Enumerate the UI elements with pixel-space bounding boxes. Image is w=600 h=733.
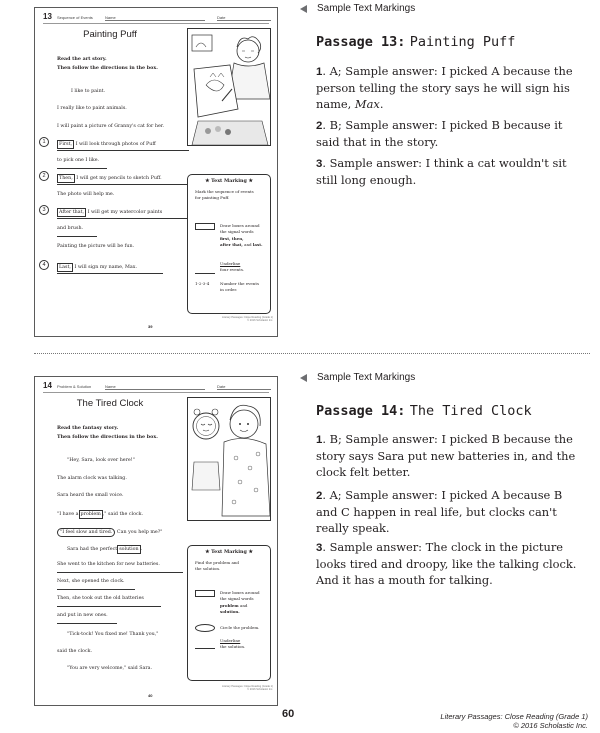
text-marking-box [187, 545, 271, 681]
story-line: "Hey, Sara, look over here!" [67, 458, 135, 463]
story-line: The photo will help me. [57, 192, 115, 197]
section-divider [34, 353, 590, 354]
underline-symbol [195, 648, 215, 649]
event-underline [57, 168, 107, 169]
answer-item: 2. A; Sample answer: I picked A because B and C happen in real life, but clocks can't really speak. [316, 488, 563, 535]
passage-title: Passage 14: The Tired Clock [316, 403, 532, 419]
passage-14-thumbnail [34, 376, 278, 706]
story-line: After that, I will get my watercolor paints [59, 210, 163, 215]
sequence-number-circle: 1 [39, 137, 49, 147]
story-line: I like to paint. [71, 89, 106, 94]
story-line: Sara heard the small voice. [57, 493, 124, 498]
story-line: Next, she opened the clock. [57, 579, 125, 584]
solution-underline [57, 606, 161, 607]
story-line: and brush. [57, 226, 84, 231]
box-symbol [195, 223, 215, 230]
worksheet-title: The Tired Clock [76, 398, 144, 409]
event-underline [57, 236, 97, 237]
underline-symbol [195, 273, 215, 274]
header-rule [43, 392, 269, 393]
event-underline [57, 150, 189, 151]
event-underline [57, 273, 163, 274]
answer-item: 2. B; Sample answer: I picked B because it said that in the story. [316, 118, 563, 149]
worksheet-number: 14 [43, 381, 52, 390]
story-line: said the clock. [57, 649, 93, 654]
story-line: "I feel slow and tired. Can you help me?" [57, 528, 163, 537]
worksheet-directions: Read the fantasy story. Then follow the directions in the box. [57, 425, 158, 440]
circle-symbol [195, 624, 215, 632]
marking-step: Draw boxes around the signal words first, then, after that, and last. [220, 223, 263, 248]
star-icon: ★ [246, 178, 253, 184]
pointer-triangle-icon [300, 374, 307, 382]
thumbnail-credit: Literary Passages: Close Reading (Grade 1) © 2016 Scholastic Inc. [221, 685, 273, 692]
event-underline [57, 218, 191, 219]
signal-word-box: After that, [59, 210, 85, 215]
solution-underline [57, 623, 117, 624]
thumbnail-credit: Literary Passages: Close Reading (Grade 1) © 2016 Scholastic Inc. [221, 316, 273, 323]
marking-instructions: Find the problem and the solution. [195, 560, 239, 572]
signal-word-box: solution [119, 547, 139, 552]
pointer-triangle-icon [300, 5, 307, 13]
story-line: and put in new ones. [57, 613, 108, 618]
illustration-drawing [188, 398, 271, 521]
star-icon: ★ [246, 549, 253, 555]
page-number: 60 [282, 708, 295, 720]
answer-item: 3. Sample answer: I think a cat wouldn't sit still long enough. [316, 156, 567, 187]
story-line: Then, she took out the old batteries [57, 596, 144, 601]
marking-instructions: Mark the sequence of events for painting Puff. [195, 189, 254, 201]
boy-painting-illustration [187, 28, 271, 146]
thumbnail-page-number: 39 [148, 324, 153, 329]
story-line: "I have a problem ," said the clock. [57, 512, 144, 517]
text-marking-title: ★ Text Marking ★ [205, 178, 253, 184]
story-line: First, I will look through photos of Puff [59, 142, 156, 147]
solution-underline [57, 572, 183, 573]
marking-step: Number the events in order. [220, 281, 260, 293]
worksheet-directions: Read the art story. Then follow the directions in the box. [57, 56, 158, 71]
illustration-drawing [188, 29, 271, 146]
story-line: The alarm clock was talking. [57, 476, 127, 481]
sequence-number-circle: 3 [39, 205, 49, 215]
signal-word-box: Then, [59, 176, 73, 181]
story-line: Last, I will sign my name, Max. [59, 265, 138, 270]
header-rule [43, 23, 269, 24]
marking-step: Underline the solution. [220, 638, 246, 650]
text-marking-title: ★ Text Marking ★ [205, 549, 253, 555]
worksheet-header [43, 381, 269, 393]
book-credit: Literary Passages: Close Reading (Grade 1) © 2016 Scholastic Inc. [440, 712, 588, 730]
sequence-number-circle: 2 [39, 171, 49, 181]
solution-underline [57, 589, 135, 590]
story-line: Sara had the perfect solution . [67, 547, 143, 552]
signal-word-box: Last, [59, 265, 71, 270]
worksheet-number: 13 [43, 12, 52, 21]
answer-item: 1. A; Sample answer: I picked A because the person telling the story says he will sign his name, Max. [316, 64, 573, 111]
star-icon: ★ [205, 549, 212, 555]
story-line: She went to the kitchen for new batteries. [57, 562, 160, 567]
story-line: I will paint a picture of Granny's cat for her. [57, 124, 165, 129]
story-line: Painting the picture will be fun. [57, 244, 135, 249]
star-icon: ★ [205, 178, 212, 184]
worksheet-header [43, 12, 269, 24]
sample-text-markings-label: Sample Text Markings [317, 372, 416, 383]
story-line: "You are very welcome," said Sara. [67, 666, 153, 671]
name-field: Name [105, 15, 205, 21]
answer-item: 3. Sample answer: The clock in the picture looks tired and droopy, like the talking clock. And it has a mouth for talking. [316, 540, 577, 587]
worksheet-skill: Problem & Solution [57, 384, 92, 389]
event-underline [57, 184, 187, 185]
marking-step: Circle the problem. [220, 625, 260, 630]
marking-step: Underline four events. [220, 261, 245, 273]
story-line: Then, I will get my pencils to sketch Puff. [59, 176, 162, 181]
thumbnail-page-number: 40 [148, 693, 153, 698]
passage-title: Passage 13: Painting Puff [316, 34, 516, 50]
answer-item: 1. B; Sample answer: I picked B because the story says Sara put new batteries in, and the clock felt better. [316, 432, 576, 479]
signal-word-box: First, [59, 142, 73, 147]
sequence-number-circle: 4 [39, 260, 49, 270]
tired-clock-illustration [187, 397, 271, 521]
text-marking-box [187, 174, 271, 314]
date-field: Date [217, 384, 271, 390]
problem-circle: "I feel slow and tired. [57, 528, 115, 537]
date-field: Date [217, 15, 271, 21]
number-symbol: 1-2-3-4 [195, 281, 210, 286]
worksheet-skill: Sequence of Events [57, 15, 93, 20]
sample-text-markings-label: Sample Text Markings [317, 3, 416, 14]
marking-step: Draw boxes around the signal words problem and solution. [220, 590, 260, 615]
worksheet-title: Painting Puff [83, 29, 137, 40]
passage-13-thumbnail [34, 7, 278, 337]
story-line: "Tick-tock! You fixed me! Thank you," [67, 632, 159, 637]
story-line: to pick one I like. [57, 158, 100, 163]
box-symbol [195, 590, 215, 597]
story-line: I really like to paint animals. [57, 106, 127, 111]
signal-word-box: problem [80, 512, 101, 517]
name-field: Name [105, 384, 205, 390]
